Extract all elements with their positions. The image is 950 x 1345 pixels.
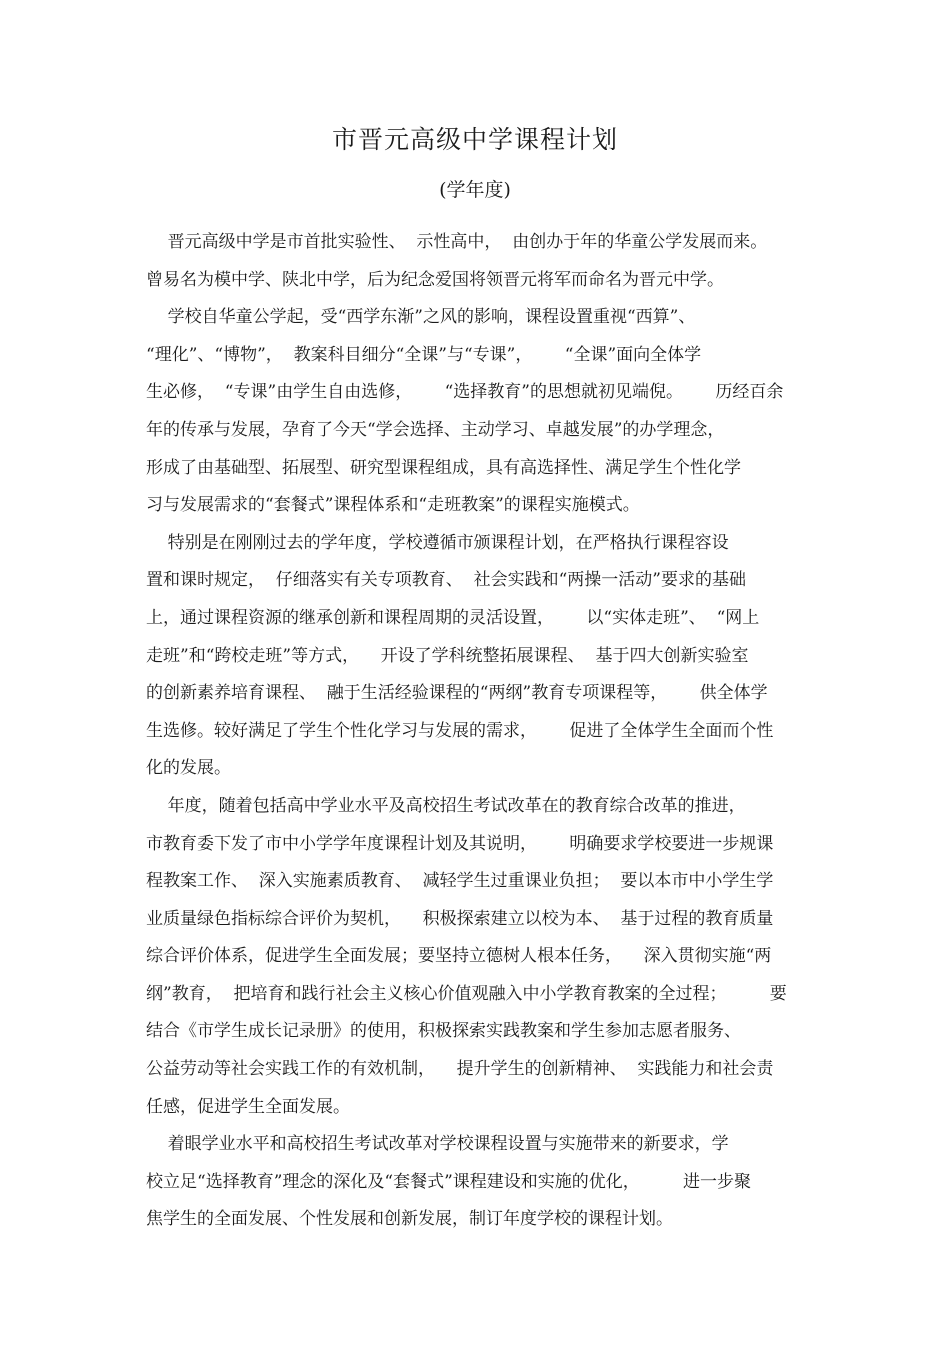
text-line: 化的发展。 <box>146 758 231 779</box>
text-line: 置和课时规定， 仔细落实有关专项教育、 社会实践和“两操一活动”要求的基础 <box>146 570 746 591</box>
text-line: 着眼学业水平和高校招生考试改革对学校课程设置与实施带来的新要求，学 <box>146 1134 729 1155</box>
text-line: 特别是在刚刚过去的学年度，学校遵循市颁课程计划，在严格执行课程容设 <box>146 532 729 553</box>
text-line: 结合《市学生成长记录册》的使用，积极探索实践教案和学生参加志愿者服务、 <box>146 1021 741 1042</box>
text-line: 生必修， “专课”由学生自由选修， “选择教育”的思想就初见端倪。 历经百余 <box>146 382 784 403</box>
text-line: 市教育委下发了市中小学学年度课程计划及其说明， 明确要求学校要进一步规课 <box>146 833 774 854</box>
text-line: 纲”教育， 把培育和践行社会主义核心价值观融入中小学教育教案的全过程； 要 <box>146 983 787 1004</box>
text-line: 的创新素养培育课程、 融于生活经验课程的“两纲”教育专项课程等， 供全体学 <box>146 683 768 704</box>
text-line: 焦学生的全面发展、个性发展和创新发展，制订年度学校的课程计划。 <box>146 1209 673 1230</box>
text-line: 年的传承与发展，孕育了今天“学会选择、主动学习、卓越发展”的办学理念， <box>146 419 725 440</box>
document-title: 市晋元高级中学课程计划 <box>331 125 618 154</box>
text-line: 学校自华童公学起，受“西学东渐”之风的影响，课程设置重视“西算”、 <box>146 307 696 328</box>
text-line: 曾易名为模中学、陕北中学，后为纪念爱国将领晋元将军而命名为晋元中学。 <box>146 269 724 290</box>
text-line: 生选修。较好满足了学生个性化学习与发展的需求， 促进了全体学生全面而个性 <box>146 720 774 741</box>
text-line: 业质量绿色指标综合评价为契机， 积极探索建立以校为本、 基于过程的教育质量 <box>146 908 774 929</box>
text-line: 程教案工作、 深入实施素质教育、 减轻学生过重课业负担； 要以本市中小学生学 <box>146 871 774 892</box>
text-line: 校立足“选择教育”理念的深化及“套餐式”课程建设和实施的优化， 进一步聚 <box>146 1171 751 1192</box>
text-line: 任感，促进学生全面发展。 <box>146 1096 350 1117</box>
text-line: 习与发展需求的“套餐式”课程体系和“走班教案”的课程实施模式。 <box>146 495 640 516</box>
text-line: 形成了由基础型、拓展型、研究型课程组成，具有高选择性、满足学生个性化学 <box>146 457 741 478</box>
text-line: “理化”、“博物”， 教案科目细分“全课”与“专课”， “全课”面向全体学 <box>146 344 702 365</box>
text-line: 综合评价体系，促进学生全面发展；要坚持立德树人根本任务， 深入贯彻实施“两 <box>146 946 772 967</box>
text-line: 走班”和“跨校走班”等方式， 开设了学科统整拓展课程、 基于四大创新实验室 <box>146 645 749 666</box>
document-subtitle: (学年度) <box>439 179 511 201</box>
text-line: 晋元高级中学是市首批实验性、 示性高中， 由创办于年的华童公学发展而来。 <box>146 232 768 252</box>
text-line: 公益劳动等社会实践工作的有效机制， 提升学生的创新精神、 实践能力和社会责 <box>146 1059 774 1080</box>
text-line: 上，通过课程资源的继承创新和课程周期的灵活设置， 以“实体走班”、 “网上 <box>146 607 760 628</box>
text-line: 年度，随着包括高中学业水平及高校招生考试改革在的教育综合改革的推进， <box>146 795 746 816</box>
document-body <box>146 224 814 1239</box>
